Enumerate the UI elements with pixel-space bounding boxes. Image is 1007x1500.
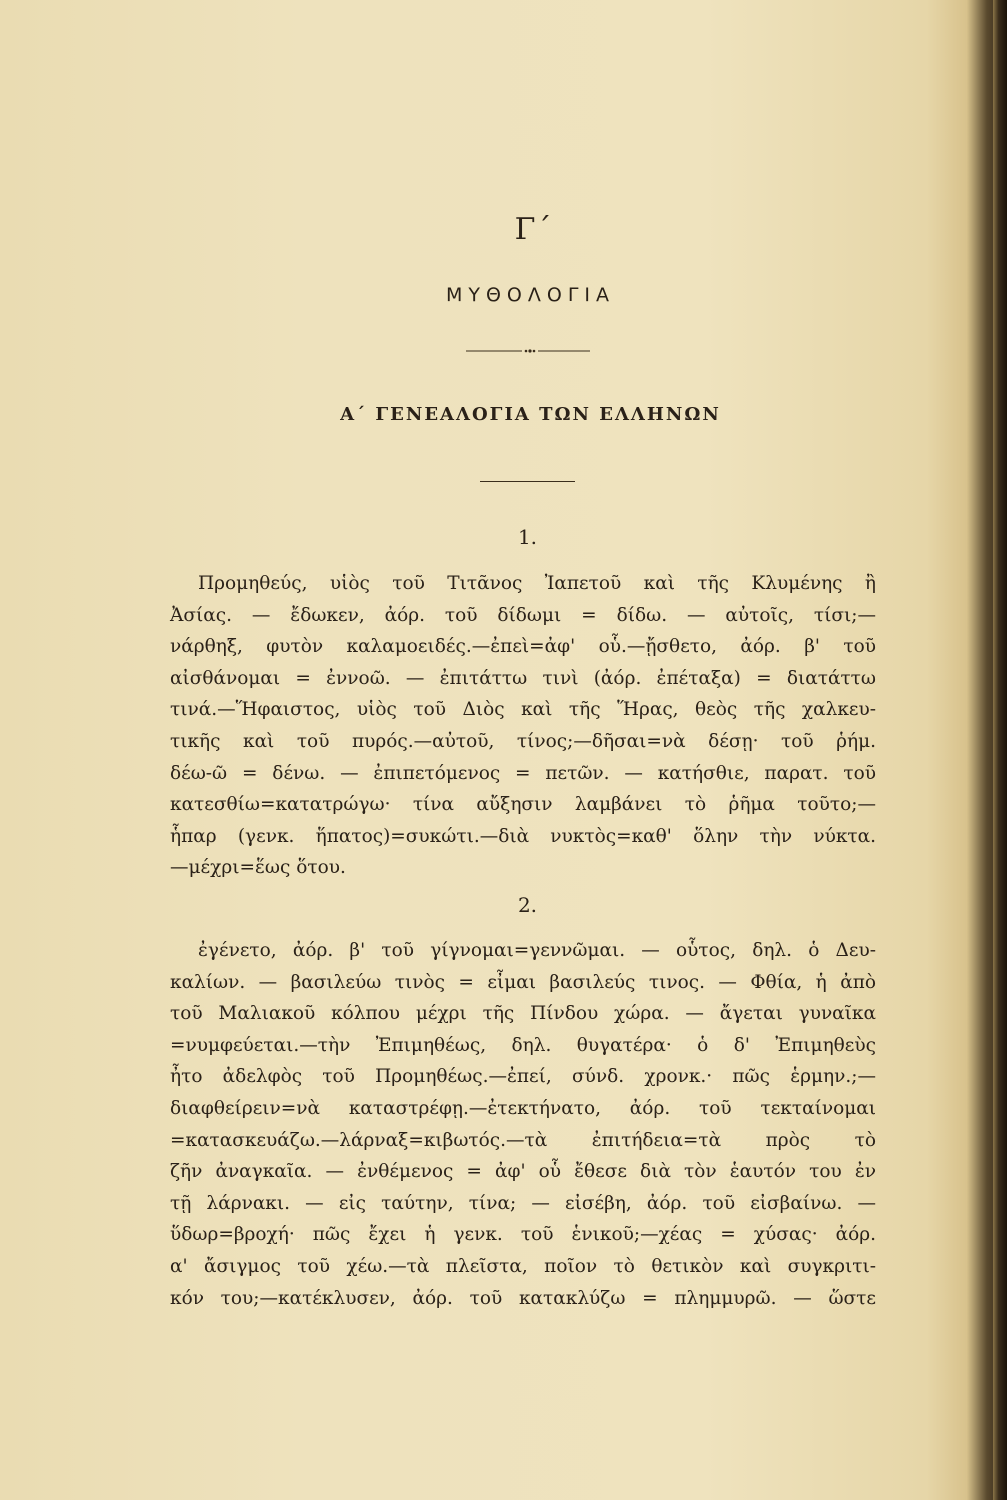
- entry-number: 2.: [517, 893, 538, 917]
- text-line: α' ἄσιγμος τοῦ χέω.—τὰ πλεῖστα, ποῖον τὸ θετικὸν καὶ συγκριτι-: [170, 1255, 876, 1277]
- text-line: ζῆν ἀναγκαῖα. — ἐνθέμενος = ἀφ' οὗ ἔθεσε διὰ τὸν ἑαυτόν του ἐν: [170, 1161, 876, 1183]
- text-line: —μέχρι=ἕως ὅτου.: [170, 857, 346, 879]
- text-line: διαφθείρειν=νὰ καταστρέφῃ.—ἐτεκτήνατο, ἀόρ. τοῦ τεκταίνομαι: [170, 1097, 876, 1119]
- chapter-title: ΜΥΘΟΛΟΓΙΑ: [445, 284, 616, 306]
- chapter-mark: Γ΄: [514, 212, 553, 247]
- text-line: κατεσθίω=κατατρώγω· τίνα αὔξησιν λαμβάνει τὸ ῥῆμα τοῦτο;—: [170, 794, 876, 816]
- text-line: δέω-ῶ = δένω. — ἐπιπετόμενος = πετῶν. — κατήσθιε, παρατ. τοῦ: [170, 762, 876, 784]
- text-line: καλίων. — βασιλεύω τινὸς = εἶμαι βασιλεύς τινος. — Φθία, ἡ ἀπὸ: [170, 971, 876, 993]
- text-line: ἦτο ἀδελφὸς τοῦ Προμηθέως.—ἐπεί, σύνδ. χρονκ.· πῶς ἑρμην.;—: [170, 1066, 876, 1088]
- text-line: ὕδωρ=βροχή· πῶς ἔχει ἡ γενκ. τοῦ ἑνικοῦ;—χέας = χύσας· ἀόρ.: [170, 1224, 876, 1246]
- text-line: νάρθηξ, φυτὸν καλαμοειδές.—ἐπεὶ=ἀφ' οὗ.—ᾔσθετο, ἀόρ. β' τοῦ: [170, 636, 876, 658]
- text-line: τικῆς καὶ τοῦ πυρός.—αὐτοῦ, τίνος;—δῆσαι=νὰ δέσῃ· τοῦ ῥήμ.: [170, 730, 876, 752]
- text-line: αἰσθάνομαι = ἐννοῶ. — ἐπιτάττω τινὶ (ἀόρ. ἐπέταξα) = διατάττω: [170, 667, 876, 689]
- subtitle-rule: [480, 481, 575, 482]
- text-line: Προμηθεύς, υἱὸς τοῦ Τιτᾶνος Ἰαπετοῦ καὶ τῆς Κλυμένης ἢ: [198, 573, 876, 594]
- section-subtitle: Α΄ ΓΕΝΕΑΛΟΓΙΑ ΤΩΝ ΕΛΛΗΝΩΝ: [340, 404, 721, 425]
- text-line: κόν του;—κατέκλυσεν, ἀόρ. τοῦ κατακλύζω = πλημμυρῶ. — ὥστε: [170, 1287, 876, 1309]
- text-line: τινά.—Ἥφαιστος, υἱὸς τοῦ Διὸς καὶ τῆς Ἥρας, θεὸς τῆς χαλκευ-: [170, 699, 876, 721]
- text-line: ἧπαρ (γενκ. ἥπατος)=συκώτι.—διὰ νυκτὸς=καθ' ὅλην τὴν νύκτα.: [170, 825, 876, 847]
- text-line: τοῦ Μαλιακοῦ κόλπου μέχρι τῆς Πίνδου χώρα. — ἄγεται γυναῖκα: [170, 1003, 876, 1025]
- text-line: =κατασκευάζω.—λάρναξ=κιβωτός.—τὰ ἐπιτήδεια=τὰ πρὸς τὸ: [170, 1129, 876, 1151]
- text-line: =νυμφεύεται.—τὴν Ἐπιμηθέως, δηλ. θυγατέρα· ὁ δ' Ἐπιμηθεὺς: [170, 1034, 876, 1056]
- entry-paragraph: [170, 935, 876, 1314]
- text-line: Ἀσίας. — ἔδωκεν, ἀόρ. τοῦ δίδωμι = δίδω. — αὐτοῖς, τίσι;—: [170, 604, 876, 626]
- entry-number: 1.: [517, 525, 538, 549]
- text-line: τῇ λάρνακι. — εἰς ταύτην, τίνα; — εἰσέβη, ἀόρ. τοῦ εἰσβαίνω. —: [170, 1192, 876, 1214]
- text-line: ἐγένετο, ἀόρ. β' τοῦ γίγνομαι=γεννῶμαι. — οὗτος, δηλ. ὁ Δευ-: [198, 940, 876, 961]
- entry-paragraph: [170, 568, 876, 884]
- ornament-divider: [466, 348, 590, 354]
